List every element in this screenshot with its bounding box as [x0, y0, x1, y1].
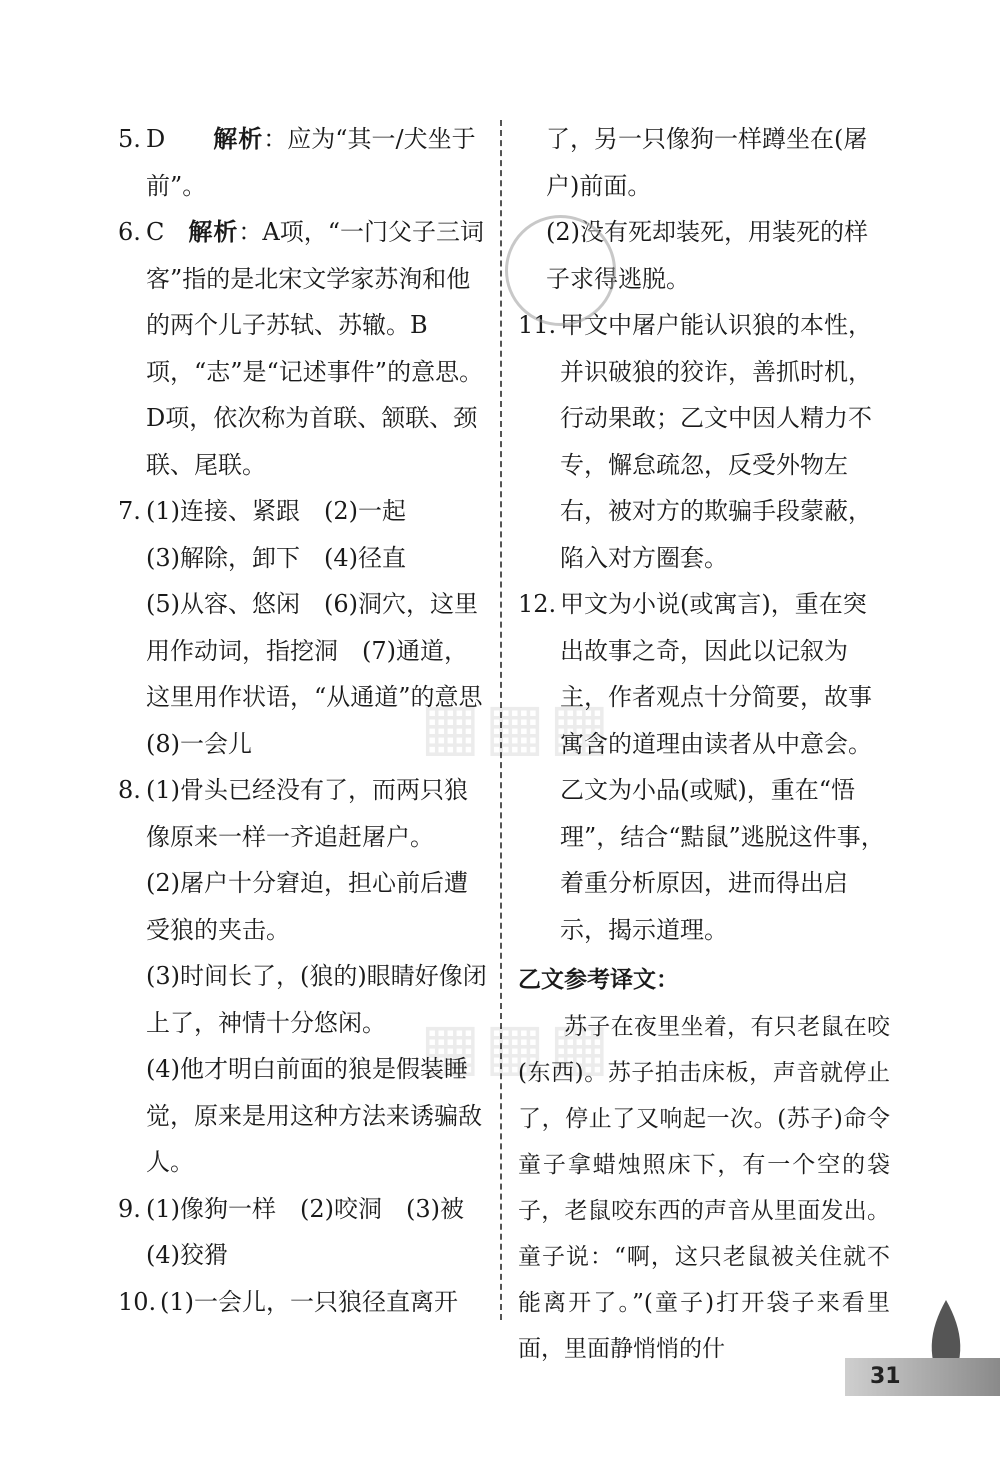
answer-6	[118, 209, 488, 488]
analysis-text: ：A项，“一门父子三词客”指的是北宋文学家苏洵和他的两个儿子苏轼、苏辙。B项，“志”是“记述事件”的意思。D项，依次称为首联、颔联、颈联、尾联。	[146, 218, 484, 479]
answer-text: 甲文为小说(或寓言)，重在突出故事之奇，因此以记叙为主，作者观点十分简要，故事寓含的道理由读者从中意会。乙文为小品(或赋)，重在“悟理”，结合“黠鼠”逃脱这件事，着重分析原因，进而得出启示，揭示道理。	[560, 590, 885, 944]
page-number: 31	[870, 1364, 901, 1389]
question-number: 12.	[518, 590, 557, 618]
answer-letter: D	[146, 125, 166, 153]
sub-answer: (2)屠户十分窘迫，担心前后遭受狼的夹击。	[146, 869, 468, 944]
sub-answer: (4)狡猾	[146, 1241, 228, 1269]
analysis-text: ：应为“其一/犬坐于前”。	[146, 125, 476, 200]
sub-answer: (1)骨头已经没有了，而两只狼像原来一样一齐追赶屠户。	[146, 776, 468, 851]
sub-answer: (1)一会儿，一只狼径直离开	[160, 1287, 458, 1316]
answer-8	[118, 767, 488, 1186]
question-number: 8.	[118, 776, 141, 804]
question-number: 9.	[118, 1194, 141, 1223]
answer-5	[118, 116, 488, 209]
answer-10	[118, 1279, 488, 1326]
watermark-stamp-icon	[505, 215, 616, 326]
sub-answer: (3)解除，卸下 (4)径直	[146, 543, 406, 572]
sub-answer: (3)时间长了，(狼的)眼睛好像闭上了，神情十分悠闲。	[146, 962, 487, 1037]
translation-text: 苏子在夜里坐着，有只老鼠在咬(东西)。苏子拍击床板，声音就停止了，停止了又响起一次。(苏子)命令童子拿蜡烛照床下，有一个空的袋子，老鼠咬东西的声音从里面发出。童子说：“啊，这只老鼠被关住就不能离开了。”(童子)打开袋子来看里面，里面静悄悄的什	[518, 1013, 890, 1362]
answer-12	[518, 581, 890, 953]
question-number: 5.	[118, 125, 141, 153]
answer-text: 甲文中屠户能认识狼的本性，并识破狼的狡诈，善抓时机，行动果敢；乙文中因人精力不专，懈怠疏忽，反受外物左右，被对方的欺骗手段蒙蔽，陷入对方圈套。	[560, 311, 872, 572]
question-number: 7.	[118, 497, 141, 525]
sub-answer: (2)没有死却装死，用装死的样子求得逃脱。	[546, 218, 868, 293]
answer-9	[118, 1186, 488, 1279]
analysis-label: 解析	[188, 218, 239, 246]
footer-band	[845, 1358, 1000, 1396]
question-number: 6.	[118, 218, 141, 246]
answer-letter: C	[146, 218, 165, 246]
answer-11	[518, 302, 890, 581]
analysis-label: 解析	[213, 125, 264, 153]
sub-answer: (8)一会儿	[146, 729, 252, 758]
sub-answer: (4)他才明白前面的狼是假装睡觉，原来是用这种方法来诱骗敌人。	[146, 1055, 482, 1176]
watermark-icon: ▦▦▦	[420, 690, 614, 764]
sub-answer: (1)像狗一样 (2)咬洞 (3)被	[146, 1194, 464, 1223]
watermark-icon: ▦▦▦	[420, 1010, 614, 1084]
question-number: 10.	[118, 1287, 157, 1316]
translation-title: 乙文参考译文：	[518, 967, 679, 993]
sub-answer: (1)连接、紧跟 (2)一起	[146, 497, 406, 525]
question-number: 11.	[518, 311, 557, 339]
sub-answer: 了，另一只像狗一样蹲坐在(屠户)前面。	[546, 125, 868, 200]
sub-answer: (5)从容、悠闲 (6)洞穴，这里用作动词，指挖洞 (7)通道，这里用作状语，“从通道”的意思	[146, 590, 483, 711]
